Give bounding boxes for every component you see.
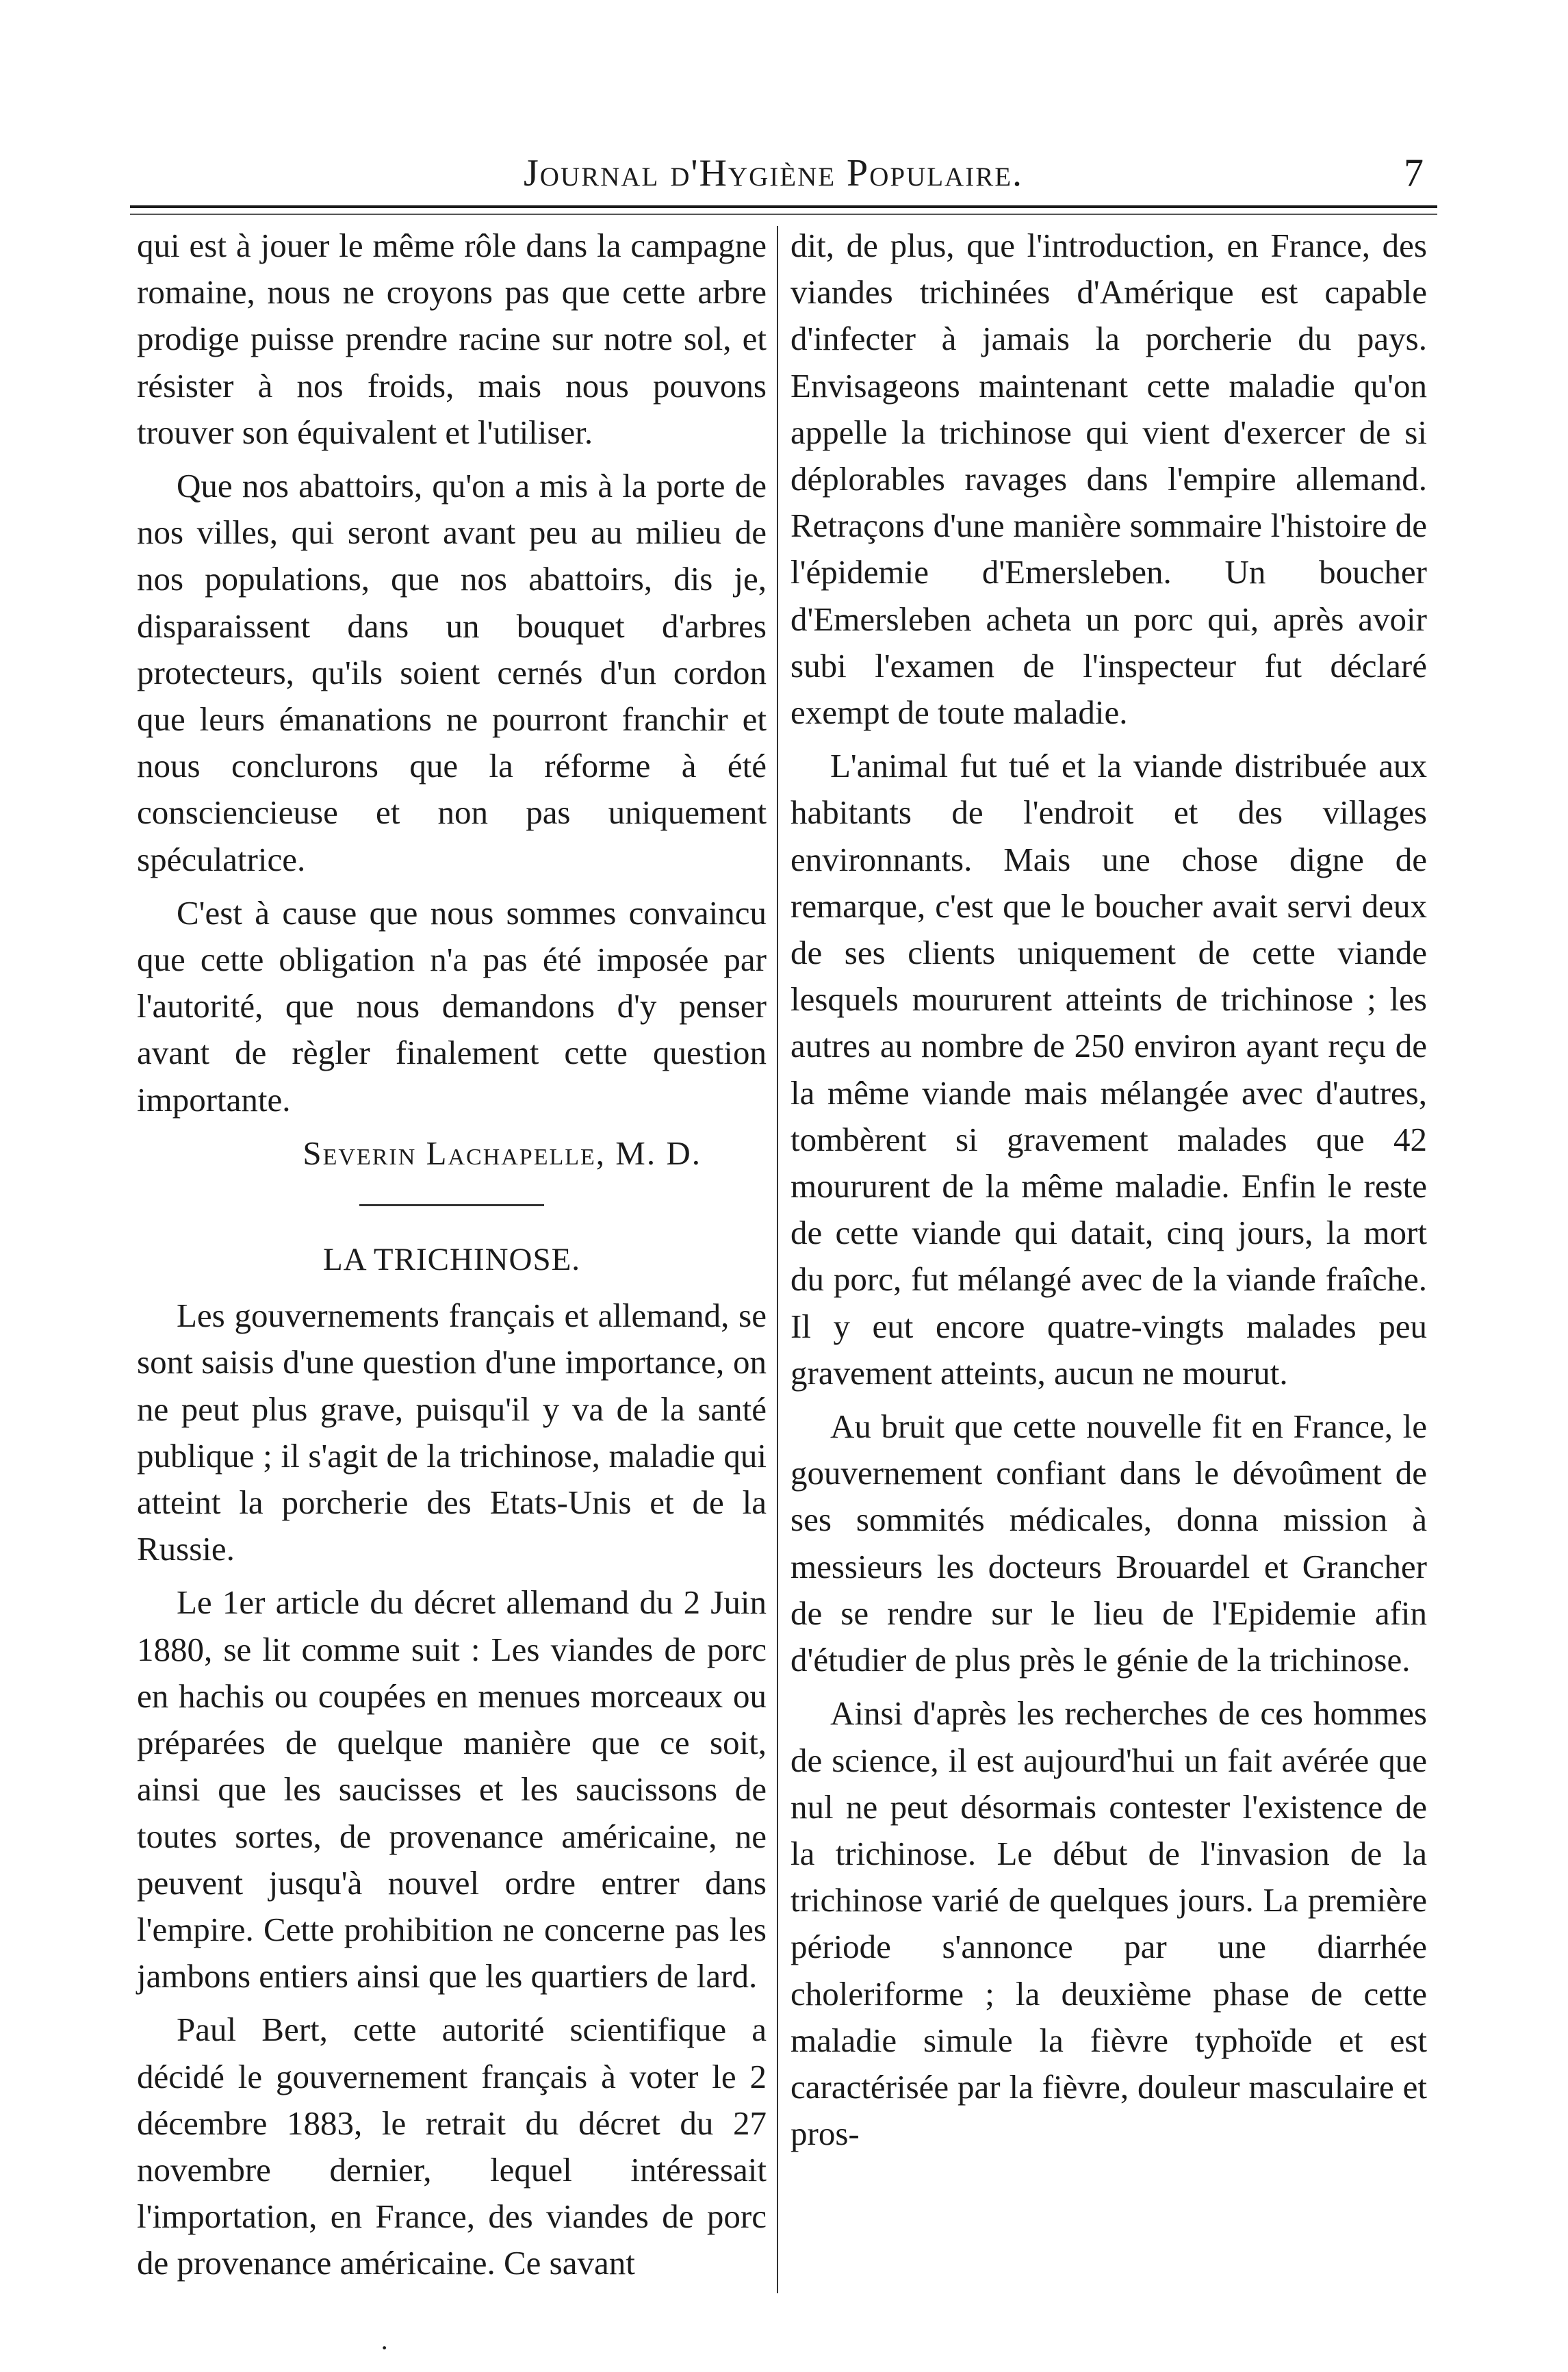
left-column bbox=[137, 222, 767, 2294]
paragraph: dit, de plus, que l'introduction, en France, des viandes trichinées d'Amérique est capable d'infecter à jamais la porcherie du pays. Envisageons maintenant cette maladie qu'on appelle la trichinose qui vient d'exercer de si déplorables ravages dans l'empire allemand. Retraçons d'une manière sommaire l'histoire de l'épidemie d'Emersleben. Un boucher d'Emersleben acheta un porc qui, après avoir subi l'examen de l'inspecteur fut déclaré exempt de toute maladie. bbox=[791, 227, 1427, 732]
paragraph: L'animal fut tué et la viande distribuée aux habitants de l'endroit et des villages environnants. Mais une chose digne de remarque, c'est que le boucher avait servi deux de ses clients uniquement de cette viande lesquels moururent atteints de trichinose ; les autres au nombre de 250 environ ayant reçu de la même viande mais mélangée avec d'autres, tombèrent si gravement malades que 42 moururent de la même maladie. Enfin le reste de cette viande qui datait, cinq jours, la mort du porc, fut mélangé avec de la viande fraîche. Il y eut encore quatre-vingts malades peu gravement atteints, aucun ne mourut. bbox=[791, 747, 1427, 1392]
section-title: LA TRICHINOSE. bbox=[322, 1242, 581, 1278]
paragraph: Les gouvernements français et allemand, se sont saisis d'une question d'une importance, on ne peut plus grave, puisqu'il y va de la santé publique ; il s'agit de la trichinose, maladie qui atteint la porcherie des Etats-Unis et de la Russie. bbox=[137, 1297, 767, 1568]
journal-title: Journal d'Hygiène Populaire. bbox=[523, 152, 1024, 194]
paragraph: Au bruit que cette nouvelle fit en France, le gouvernement confiant dans le dévoûment de ses sommités médicales, donna mission à messieurs les docteurs Brouardel et Grancher de se rendre sur le lieu de l'Epidemie afin d'étudier de plus près le génie de la trichinose. bbox=[791, 1407, 1427, 1679]
paragraph: Que nos abattoirs, qu'on a mis à la porte de nos villes, qui seront avant peu au milieu de nos populations, que nos abattoirs, dis je, disparaissent dans un bouquet d'arbres protecteurs, qu'ils soient cernés d'un cordon que leurs émanations ne pourront franchir et nous conclurons que la réforme à été consciencieuse et non pas uniquement spéculatrice. bbox=[137, 467, 767, 878]
right-column bbox=[791, 222, 1427, 2164]
paragraph: Paul Bert, cette autorité scientifique a décidé le gouvernement français à voter le 2 décembre 1883, le retrait du décret du 27 novembre dernier, lequel intéressait l'importation, en France, des viandes de porc de provenance américaine. Ce savant bbox=[137, 2011, 767, 2282]
paragraph: qui est à jouer le même rôle dans la campagne romaine, nous ne croyons pas que cette arbre prodige puisse prendre racine sur notre sol, et résister à nos froids, mais nous pouvons trouver son équivalent et l'utiliser. bbox=[137, 227, 767, 451]
paragraph: Le 1er article du décret allemand du 2 Juin 1880, se lit comme suit : Les viandes de porc en hachis ou coupées en menues morceaux ou préparées de quelque manière que ce soit, ainsi que les saucisses et les saucissons de toutes sortes, de provenance américaine, ne peuvent jusqu'à nouvel ordre entrer dans l'empire. Cette prohibition ne concerne pas les jambons entiers ainsi que les quartiers de lard. bbox=[137, 1583, 767, 1995]
page-header bbox=[137, 149, 1430, 204]
print-speck: · bbox=[380, 2332, 389, 2363]
author-signature: Severin Lachapelle, M. D. bbox=[303, 1134, 702, 1172]
column-divider bbox=[777, 226, 778, 2293]
header-rule-thin bbox=[130, 214, 1437, 215]
paragraph: C'est à cause que nous sommes convaincu que cette obligation n'a pas été imposée par l'autorité, que nous demandons d'y penser avant de règler finalement cette question importante. bbox=[137, 893, 767, 1119]
page-number: 7 bbox=[1404, 151, 1424, 195]
header-rule bbox=[130, 205, 1437, 208]
section-separator bbox=[359, 1204, 544, 1206]
paragraph: Ainsi d'après les recherches de ces hommes de science, il est aujourd'hui un fait avérée que nul ne peut désormais contester l'existence de la trichinose. Le début de l'invasion de la trichinose varié de quelques jours. La première période s'annonce par une diarrhée choleriforme ; la deuxième phase de cette maladie simule la fièvre typhoïde et est caractérisée par la fièvre, douleur masculaire et pros- bbox=[791, 1694, 1427, 2153]
